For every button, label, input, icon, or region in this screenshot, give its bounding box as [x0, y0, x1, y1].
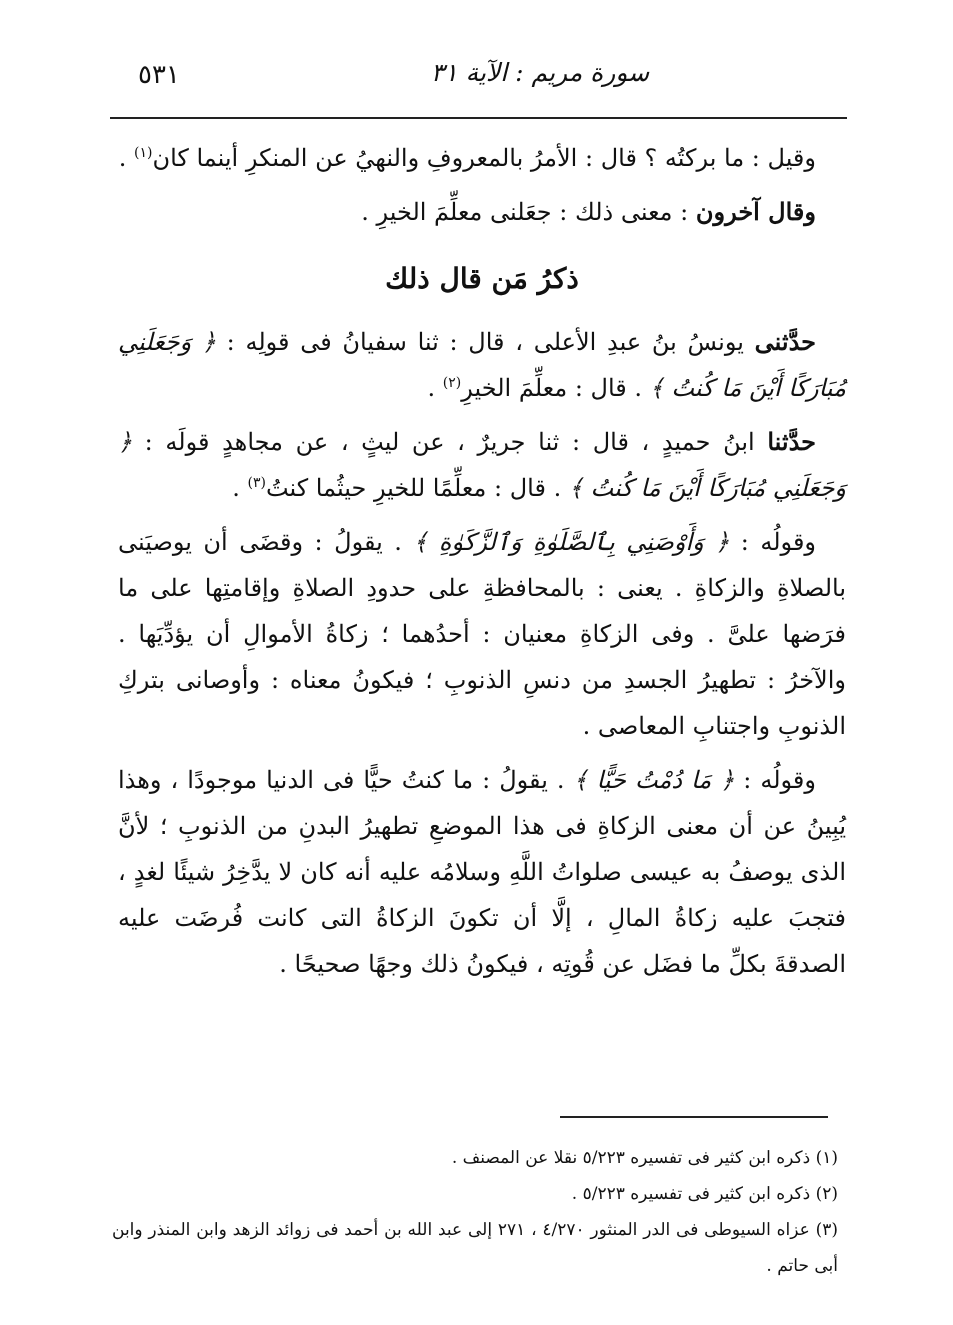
paragraph-end: .: [427, 374, 443, 402]
footnote-rule: [560, 1116, 828, 1118]
footnote-2: (٢) ذكره ابن كثير فى تفسيره ٥/٢٢٣ .: [571, 1184, 838, 1204]
quran-quote: ﴿ وَجَعَلَنِي مُبَارَكًا أَيْنَ مَا كُنتُ ﴾: [118, 428, 846, 502]
footnotes: [112, 1140, 838, 1284]
isnad-lead: حدَّثنى: [754, 327, 816, 356]
header-rule: [110, 117, 847, 119]
paragraph-text: وقيل : ما بركتُه ؟ قال : الأمرُ بالمعروفِ والنهيُ عن المنكرِ أينما كان: [152, 144, 816, 172]
paragraph-text: . قال : معلِّمًا للخيرِ حيثُما كنتُ: [265, 474, 569, 502]
paragraph-5: [118, 519, 846, 749]
paragraph-text: وقولُه :: [729, 528, 817, 556]
main-text: [118, 135, 846, 987]
footnote-ref-3: (٣): [247, 475, 266, 491]
paragraph-6: [118, 757, 846, 987]
paragraph-2: [118, 189, 846, 235]
paragraph-1: [118, 135, 846, 181]
paragraph-4: [118, 419, 846, 511]
paragraph-text: . قال : معلِّمَ الخيرِ: [461, 374, 650, 402]
quran-quote: ﴿ مَا دُمْتُ حَيًّا ﴾: [573, 766, 735, 794]
paragraph-text: وقولُه :: [734, 766, 816, 794]
quran-quote: ﴿ وَأَوْصَنِي بِٱلصَّلَوٰةِ وَٱلزَّكَوٰةِ ﴾: [413, 528, 730, 556]
footnote-ref-1: (١): [133, 145, 153, 161]
paragraph-end: .: [232, 474, 248, 502]
paragraph-text: يونسُ بنُ عبدِ الأعلى ، قال : ثنا سفيانُ فى قولِه :: [215, 328, 755, 356]
paragraph-text: ابنُ حميدٍ ، قال : ثنا جريرٌ ، عن ليثٍ ، عن مجاهدٍ قولَه :: [132, 428, 768, 456]
running-title: سورة مريم : الآية ٣١: [430, 58, 650, 87]
footnote-1: (١) ذكره ابن كثير فى تفسيره ٥/٢٢٣ نقلا عن المصنف .: [451, 1148, 838, 1168]
quran-quote: ﴿ وَجَعَلَنِي مُبَارَكًا أَيْنَ مَا كُنتُ ﴾: [118, 328, 846, 402]
isnad-lead: حدَّثنا: [767, 427, 816, 456]
paragraph-3: [118, 319, 846, 411]
paragraph-text: . يقولُ : وقضَى أن يوصيَنى بالصلاةِ والزكاةِ . يعنى : بالمحافظةِ على حدودِ الصلاةِ وإقامتِها على ما فرَضها علىَّ . وفى الزكاةِ معنيان : أحدُهما ؛ زكاةُ الأموالِ أن يؤدِّيَها . والآخرُ : تطهيرُ الجسدِ من دنسِ الذنوبِ ؛ فيكونُ معناه : وأوصانى بتركِ الذنوبِ واجتنابِ المعاصى .: [118, 528, 846, 740]
paragraph-text: : معنى ذلك : جعَلنى معلِّمَ الخيرِ .: [361, 198, 696, 226]
paragraph-text: . يقولُ : ما كنتُ حيًّا فى الدنيا موجودًا ، وهذا يُبِينُ عن أن معنى الزكاةِ فى هذا الموضعِ تطهيرُ البدنِ من الذنوبِ ؛ لأنَّ الذى يوصفُ به عيسى صلواتُ اللَّهِ وسلامُه عليه أنه كان لا يدَّخِرُ شيئًا لغدٍ ، فتجبَ عليه زكاةُ المالِ ، إلَّا أن تكونَ الزكاةُ التى كانت فُرضَت عليه الصدقةَ بكلِّ ما فضَل عن قُوتِه ، فيكونُ ذلك وجهًا صحيحًا .: [118, 766, 846, 978]
lead-phrase: وقال آخرون: [695, 197, 816, 226]
page-number: ٥٣١: [138, 60, 180, 90]
page-header: [110, 52, 845, 92]
footnote-ref-2: (٢): [442, 375, 462, 391]
section-heading: ذكرُ مَن قال ذلك: [385, 262, 579, 295]
footnote-3: (٣) عزاه السيوطى فى الدر المنثور ٤/٢٧٠ ، ٢٧١ إلى عبد الله بن أحمد فى زوائد الزهد وابن المنذر وابن أبى حاتم .: [112, 1220, 838, 1276]
paragraph-end: .: [118, 144, 134, 172]
